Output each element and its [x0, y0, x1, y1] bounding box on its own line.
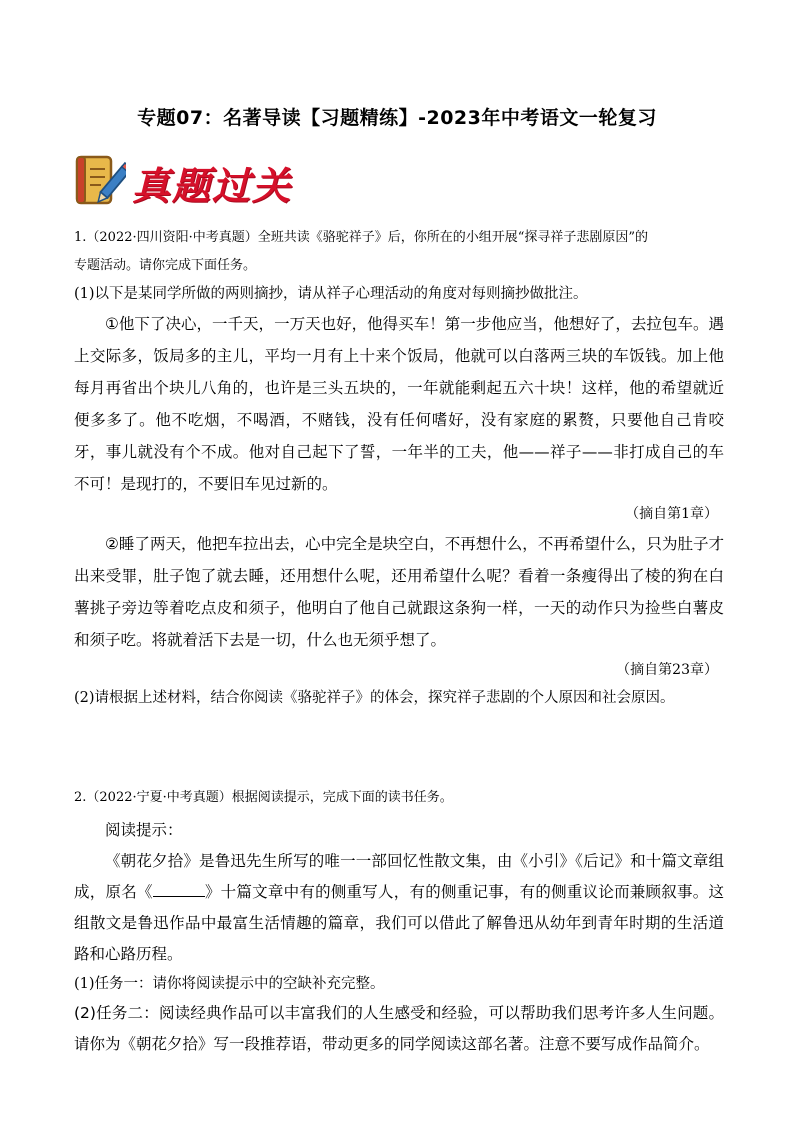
question-1-stem-line1: 1.（2022·四川资阳·中考真题）全班共读《骆驼祥子》后，你所在的小组开展“探寻祥子悲剧原因”的 [74, 230, 649, 245]
question-1-subquestion-2: (2)请根据上述材料，结合你阅读《骆驼祥子》的体会，探究祥子悲剧的个人原因和社会原因。 [74, 690, 675, 706]
reading-hint-text [74, 846, 724, 970]
excerpt-2: ②睡了两天，他把车拉出去，心中完全是块空白，不再想什么，不再希望什么，只为肚子才出来受罪，肚子饱了就去睡，还用想什么呢，还用希望什么呢？看着一条瘦得出了棱的狗在白薯挑子旁边等着吃点皮和须子，他明白了他自己就跟这条狗一样，一天的动作只为捡些白薯皮和须子吃。将就着活下去是一切，什么也无须乎想了。 [74, 535, 724, 649]
excerpt-2-source: （摘自第23章） [616, 662, 718, 678]
question-1-subquestion-1: (1)以下是某同学所做的两则摘抄，请从祥子心理活动的角度对每则摘抄做批注。 [74, 286, 588, 302]
question-2-stem: 2.（2022·宁夏·中考真题）根据阅读提示，完成下面的读书任务。 [74, 790, 453, 805]
reading-hint-part2: 》十篇文章中有的侧重写人，有的侧重记事，有的侧重议论而兼顾叙事。这组散文是鲁迅作品中最富生活情趣的篇章，我们可以借此了解鲁迅从幼年到青年时期的生活道路和心路历程。 [74, 883, 724, 963]
section-banner [74, 153, 293, 209]
question-1 [74, 224, 724, 712]
banner-title: 真题过关 [132, 163, 293, 208]
reading-hint-part1: 《朝花夕拾》是鲁迅先生所写的唯一一部回忆性散文集，由《小引》《后记》和十篇文章组成，原名 [74, 852, 724, 901]
excerpt-1: ①他下了决心，一千天，一万天也好，他得买车！第一步他应当，他想好了，去拉包车。遇上交际多，饭局多的主儿，平均一月有上十来个饭局，他就可以白落两三块的车饭钱。加上他每月再省出个块儿八角的，也许是三头五块的，一年就能剩起五六十块！这样，他的希望就近便多多了。他不吃烟，不喝酒，不赌钱，没有任何嗜好，没有家庭的累赘，只要他自己肯咬牙，事儿就没有个不成。他对自己起下了誓，一年半的工夫，他——祥子——非打成自己的车不可！是现打的，不要旧车见过新的。 [74, 315, 724, 493]
fill-in-blank[interactable] [153, 880, 205, 897]
notebook-pencil-icon [74, 153, 126, 209]
question-1-stem-line2: 专题活动。请你完成下面任务。 [74, 258, 257, 273]
page-title: 专题07：名著导读【习题精练】-2023年中考语文一轮复习 [137, 107, 657, 129]
reading-hint-open-bracket: 《 [136, 883, 153, 901]
excerpt-1-source: （摘自第1章） [625, 506, 718, 522]
task-2: (2)任务二：阅读经典作品可以丰富我们的人生感受和经验，可以帮助我们思考许多人生问题。请你为《朝花夕拾》写一段推荐语，带动更多的同学阅读这部名著。注意不要写成作品简介。 [74, 1004, 724, 1053]
question-2 [74, 784, 724, 1060]
task-1: (1)任务一：请你将阅读提示中的空缺补充完整。 [74, 976, 385, 992]
reading-hint-label: 阅读提示： [105, 821, 183, 839]
